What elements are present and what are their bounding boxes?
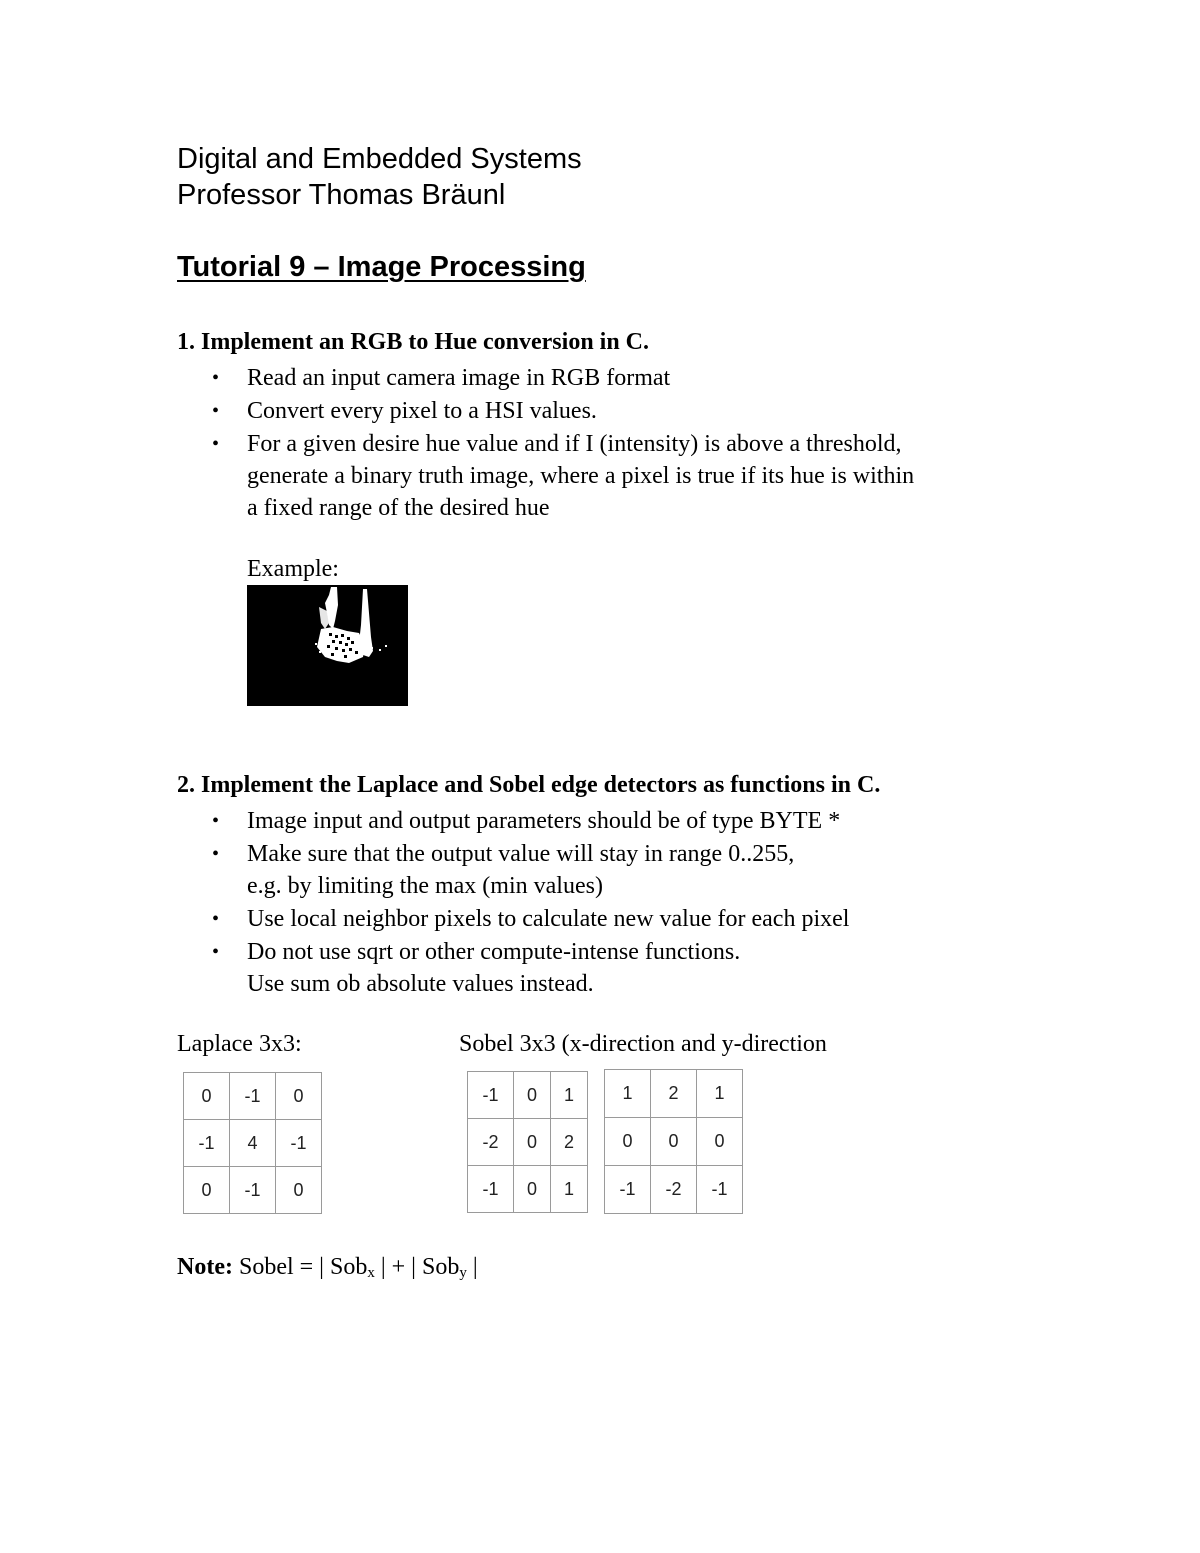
question-2-heading: 2. Implement the Laplace and Sobel edge detectors as functions in C.: [177, 772, 881, 798]
kernel-cell: -1: [184, 1120, 230, 1167]
table-row: [184, 1120, 322, 1167]
table-row: [468, 1072, 588, 1119]
course-title: Digital and Embedded Systems: [177, 143, 582, 175]
bullet-icon: •: [212, 843, 220, 865]
note-subscript-y: y: [459, 1265, 467, 1281]
kernel-cell: 0: [605, 1118, 651, 1166]
kernel-cell: 1: [605, 1070, 651, 1118]
table-row: [468, 1119, 588, 1166]
sobel-note: [177, 1254, 478, 1282]
kernel-cell: -1: [605, 1166, 651, 1214]
list-item-text: Make sure that the output value will stay in range 0..255, e.g. by limiting the max (min values): [247, 841, 795, 899]
kernel-cell: 0: [184, 1073, 230, 1120]
kernel-cell: -1: [468, 1072, 514, 1119]
note-middle: | + | Sob: [374, 1254, 460, 1280]
kernel-cell: 0: [514, 1119, 551, 1166]
note-label: Note:: [177, 1254, 233, 1280]
kernel-cell: 0: [514, 1166, 551, 1213]
page-title: Tutorial 9 – Image Processing: [177, 251, 586, 283]
bullet-icon: •: [212, 367, 220, 389]
note-prefix: Sobel = | Sob: [232, 1254, 368, 1280]
table-row: [468, 1166, 588, 1213]
kernel-cell: -2: [651, 1166, 697, 1214]
bullet-icon: •: [212, 433, 220, 455]
kernel-cell: 2: [651, 1070, 697, 1118]
kernel-cell: 0: [276, 1073, 322, 1120]
sobel-label: Sobel 3x3 (x-direction and y-direction: [459, 1031, 827, 1057]
bullet-icon: •: [212, 908, 220, 930]
question-1-heading: 1. Implement an RGB to Hue conversion in C.: [177, 329, 650, 355]
note-suffix: |: [466, 1254, 478, 1280]
laplace-kernel-table: [183, 1072, 322, 1214]
kernel-cell: 0: [697, 1118, 743, 1166]
list-item-text: Read an input camera image in RGB format: [247, 365, 671, 391]
list-item-text: Do not use sqrt or other compute-intense functions. Use sum ob absolute values instead.: [247, 939, 741, 997]
binary-truth-image: [247, 585, 408, 706]
list-item-text: Convert every pixel to a HSI values.: [247, 398, 597, 424]
kernel-cell: 1: [551, 1072, 588, 1119]
kernel-cell: 1: [551, 1166, 588, 1213]
kernel-cell: 0: [276, 1167, 322, 1214]
table-row: [184, 1167, 322, 1214]
list-item-text: For a given desire hue value and if I (intensity) is above a threshold, generate a binary truth image, where a pixel is true if its hue is within a fixed range of the desired hue: [247, 431, 915, 521]
list-item-text: Use local neighbor pixels to calculate new value for each pixel: [247, 906, 850, 932]
kernel-cell: 1: [697, 1070, 743, 1118]
bullet-icon: •: [212, 941, 220, 963]
table-row: [605, 1118, 743, 1166]
kernel-cell: 0: [184, 1167, 230, 1214]
bullet-icon: •: [212, 400, 220, 422]
kernel-cell: -1: [230, 1167, 276, 1214]
note-subscript-x: x: [367, 1265, 375, 1281]
kernel-cell: 0: [514, 1072, 551, 1119]
kernel-cell: -1: [276, 1120, 322, 1167]
binary-image-graphic: [247, 585, 408, 706]
kernel-cell: 2: [551, 1119, 588, 1166]
kernel-cell: -1: [468, 1166, 514, 1213]
kernel-cell: -1: [697, 1166, 743, 1214]
list-item-text: Image input and output parameters should be of type BYTE *: [247, 808, 841, 834]
kernel-cell: 0: [651, 1118, 697, 1166]
sobel-y-kernel-table: [604, 1069, 743, 1214]
table-row: [605, 1166, 743, 1214]
table-row: [605, 1070, 743, 1118]
professor-name: Professor Thomas Bräunl: [177, 179, 506, 211]
sobel-x-kernel-table: [467, 1071, 588, 1213]
example-label: Example:: [247, 556, 339, 582]
kernel-cell: -2: [468, 1119, 514, 1166]
kernel-cell: -1: [230, 1073, 276, 1120]
laplace-label: Laplace 3x3:: [177, 1031, 302, 1057]
table-row: [184, 1073, 322, 1120]
kernel-cell: 4: [230, 1120, 276, 1167]
bullet-icon: •: [212, 810, 220, 832]
